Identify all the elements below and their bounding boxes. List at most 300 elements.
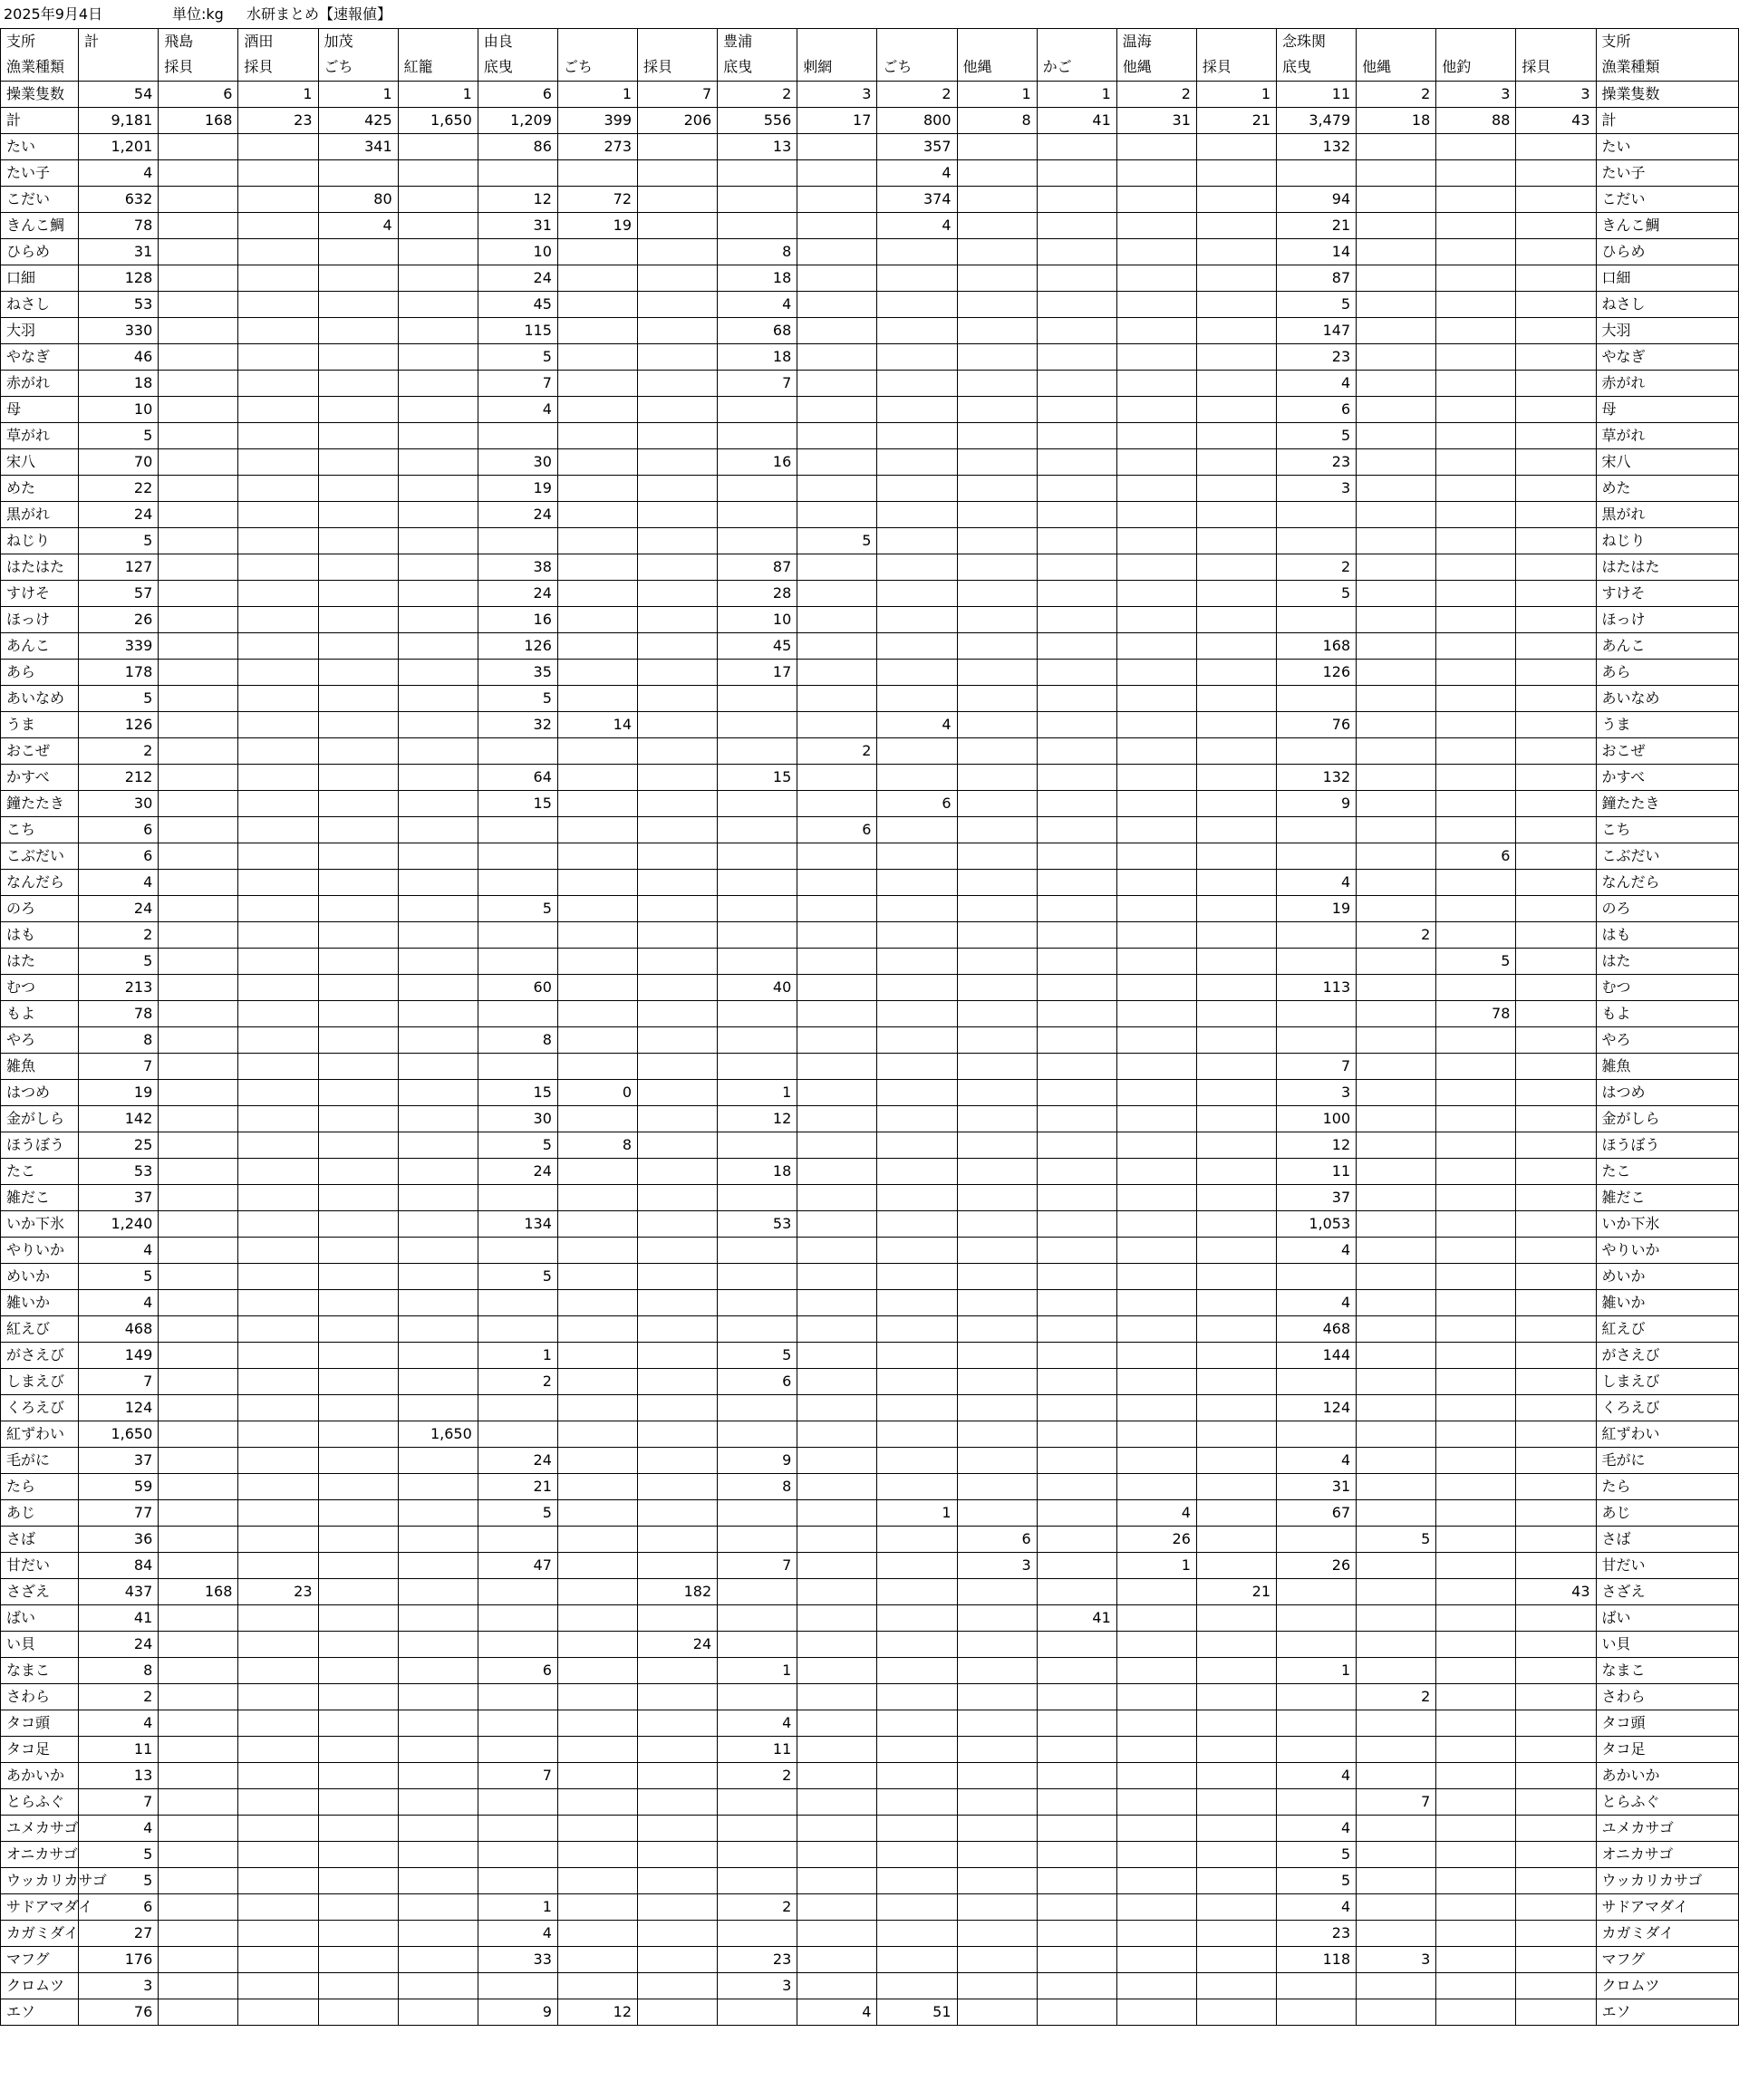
catch-value — [318, 1473, 398, 1499]
catch-value — [238, 711, 318, 737]
species-name: 金がしら — [1, 1105, 79, 1132]
species-name-right: ばい — [1596, 1604, 1739, 1631]
catch-value — [159, 1000, 238, 1026]
catch-value — [718, 895, 797, 921]
catch-value: 5 — [1277, 291, 1357, 317]
catch-value — [1116, 1132, 1196, 1158]
catch-value — [318, 1736, 398, 1762]
row-total: 3 — [79, 1972, 159, 1999]
catch-value — [797, 1552, 877, 1578]
catch-value — [1116, 1342, 1196, 1368]
catch-value — [797, 974, 877, 1000]
catch-value — [877, 1000, 957, 1026]
catch-value — [1037, 790, 1116, 816]
catch-value — [1116, 1026, 1196, 1053]
catch-value — [478, 1394, 557, 1421]
catch-value — [318, 1788, 398, 1815]
catch-value — [318, 764, 398, 790]
catch-value — [1516, 291, 1596, 317]
catch-value — [1037, 764, 1116, 790]
catch-value: 5 — [1357, 1526, 1436, 1552]
catch-value — [1116, 1946, 1196, 1972]
catch-value — [1516, 1736, 1596, 1762]
row-total: 4 — [79, 1289, 159, 1315]
catch-value — [398, 1079, 478, 1105]
catch-value — [877, 475, 957, 501]
catch-value — [1516, 790, 1596, 816]
catch-value — [638, 1762, 718, 1788]
catch-value — [1196, 1946, 1276, 1972]
catch-value — [638, 816, 718, 843]
catch-value — [398, 974, 478, 1000]
catch-value — [318, 1499, 398, 1526]
catch-value: 4 — [1116, 1499, 1196, 1526]
catch-value — [478, 1053, 557, 1079]
catch-value — [557, 764, 637, 790]
catch-value: 357 — [877, 133, 957, 159]
catch-value — [159, 1788, 238, 1815]
catch-value: 40 — [718, 974, 797, 1000]
catch-value — [557, 974, 637, 1000]
catch-value — [718, 1578, 797, 1604]
catch-value — [1516, 1368, 1596, 1394]
catch-value — [238, 396, 318, 422]
catch-value — [1436, 212, 1516, 238]
catch-value — [1277, 606, 1357, 632]
catch-value — [797, 1315, 877, 1342]
catch-value — [1037, 580, 1116, 606]
catch-value — [957, 1657, 1037, 1683]
species-name-right: あいなめ — [1596, 685, 1739, 711]
catch-value — [1357, 475, 1436, 501]
catch-value — [478, 159, 557, 186]
catch-value — [238, 238, 318, 265]
catch-value — [557, 869, 637, 895]
catch-value: 4 — [1277, 370, 1357, 396]
catch-value: 425 — [318, 107, 398, 133]
catch-value — [1436, 1578, 1516, 1604]
species-name-right: さば — [1596, 1526, 1739, 1552]
catch-value — [1436, 1289, 1516, 1315]
catch-value — [797, 1867, 877, 1893]
species-name-right: こだい — [1596, 186, 1739, 212]
species-name: クロムツ — [1, 1972, 79, 1999]
catch-value — [557, 1447, 637, 1473]
catch-value — [638, 370, 718, 396]
row-total: 24 — [79, 895, 159, 921]
catch-value — [398, 1710, 478, 1736]
catch-value — [1116, 895, 1196, 921]
catch-value — [957, 265, 1037, 291]
catch-value — [159, 632, 238, 659]
catch-value — [1037, 370, 1116, 396]
table-row — [1, 790, 1739, 816]
catch-value — [318, 948, 398, 974]
table-row — [1, 448, 1739, 475]
table-row — [1, 1079, 1739, 1105]
catch-value — [957, 1394, 1037, 1421]
catch-value — [318, 238, 398, 265]
species-name: やりいか — [1, 1237, 79, 1263]
row-total: 2 — [79, 737, 159, 764]
catch-value: 1 — [238, 81, 318, 107]
catch-value — [398, 1867, 478, 1893]
species-name: 宋八 — [1, 448, 79, 475]
catch-value — [1277, 1578, 1357, 1604]
catch-value — [478, 1184, 557, 1210]
catch-value — [557, 816, 637, 843]
catch-value: 9 — [1277, 790, 1357, 816]
catch-value — [398, 580, 478, 606]
catch-value — [318, 1184, 398, 1210]
catch-value — [398, 1210, 478, 1237]
catch-value — [877, 1184, 957, 1210]
catch-value — [1516, 1053, 1596, 1079]
catch-value — [957, 948, 1037, 974]
catch-value — [318, 1683, 398, 1710]
catch-value: 144 — [1277, 1342, 1357, 1368]
catch-value — [957, 527, 1037, 554]
catch-value — [159, 1158, 238, 1184]
right-branch-label: 支所 — [1596, 29, 1739, 55]
catch-value — [159, 291, 238, 317]
catch-value — [478, 1000, 557, 1026]
catch-value — [718, 1263, 797, 1289]
catch-value — [877, 921, 957, 948]
catch-value — [238, 475, 318, 501]
catch-value: 17 — [797, 107, 877, 133]
table-row — [1, 291, 1739, 317]
catch-value — [238, 580, 318, 606]
catch-value — [1196, 265, 1276, 291]
catch-value: 30 — [478, 1105, 557, 1132]
species-name-right: 大羽 — [1596, 317, 1739, 343]
catch-value — [1196, 1999, 1276, 2025]
catch-value: 4 — [1277, 1237, 1357, 1263]
catch-value — [1196, 1893, 1276, 1920]
species-name-right: 黒がれ — [1596, 501, 1739, 527]
catch-value — [557, 1184, 637, 1210]
catch-value — [638, 1552, 718, 1578]
catch-value — [797, 1368, 877, 1394]
catch-value — [318, 343, 398, 370]
catch-value: 4 — [877, 159, 957, 186]
catch-value — [557, 422, 637, 448]
catch-value — [638, 1999, 718, 2025]
species-name: がさえび — [1, 1342, 79, 1368]
row-total: 5 — [79, 1841, 159, 1867]
catch-value — [1037, 1447, 1116, 1473]
table-row — [1, 632, 1739, 659]
catch-value — [1116, 1841, 1196, 1867]
catch-value — [877, 1683, 957, 1710]
catch-value: 23 — [1277, 343, 1357, 370]
catch-value — [557, 1710, 637, 1736]
catch-value — [797, 1447, 877, 1473]
catch-value — [1196, 1289, 1276, 1315]
catch-value — [1357, 343, 1436, 370]
table-row — [1, 659, 1739, 685]
table-row — [1, 1105, 1739, 1132]
catch-value — [1037, 1578, 1116, 1604]
catch-value — [238, 606, 318, 632]
catch-value: 14 — [557, 711, 637, 737]
catch-value — [398, 265, 478, 291]
catch-value — [1037, 1552, 1116, 1578]
catch-value — [1436, 186, 1516, 212]
catch-value — [1116, 317, 1196, 343]
species-name-right: 操業隻数 — [1596, 81, 1739, 107]
catch-value — [797, 291, 877, 317]
row-total: 78 — [79, 212, 159, 238]
catch-value — [1116, 422, 1196, 448]
catch-value — [1436, 343, 1516, 370]
catch-value — [159, 921, 238, 948]
catch-value — [238, 1210, 318, 1237]
catch-value — [1116, 1473, 1196, 1499]
catch-value — [318, 1920, 398, 1946]
row-total: 4 — [79, 1237, 159, 1263]
catch-value — [318, 1421, 398, 1447]
table-row — [1, 81, 1739, 107]
catch-value — [398, 1999, 478, 2025]
row-total: 5 — [79, 1867, 159, 1893]
catch-value — [1436, 869, 1516, 895]
catch-value — [718, 1999, 797, 2025]
table-row — [1, 396, 1739, 422]
catch-value: 1 — [1277, 1657, 1357, 1683]
catch-value — [159, 1473, 238, 1499]
catch-value — [957, 606, 1037, 632]
table-row — [1, 1237, 1739, 1263]
row-total: 4 — [79, 159, 159, 186]
catch-value — [638, 1946, 718, 1972]
catch-value — [557, 1499, 637, 1526]
catch-value — [1116, 632, 1196, 659]
catch-value: 76 — [1277, 711, 1357, 737]
catch-value — [238, 1972, 318, 1999]
catch-value: 12 — [1277, 1132, 1357, 1158]
catch-value — [1277, 1026, 1357, 1053]
catch-value — [159, 1368, 238, 1394]
catch-value — [318, 1526, 398, 1552]
catch-value — [718, 921, 797, 948]
catch-value — [1277, 1683, 1357, 1710]
catch-value: 7 — [478, 370, 557, 396]
catch-value — [718, 685, 797, 711]
catch-value: 11 — [1277, 1158, 1357, 1184]
catch-value: 2 — [797, 737, 877, 764]
catch-value — [1357, 1158, 1436, 1184]
catch-value — [1357, 1762, 1436, 1788]
catch-value — [1357, 1815, 1436, 1841]
catch-value — [1037, 948, 1116, 974]
catch-value — [1277, 843, 1357, 869]
catch-value — [1037, 422, 1116, 448]
catch-value — [957, 1447, 1037, 1473]
catch-value — [238, 790, 318, 816]
catch-value — [238, 869, 318, 895]
catch-value: 1 — [557, 81, 637, 107]
catch-value — [957, 764, 1037, 790]
catch-value — [398, 1526, 478, 1552]
catch-value — [238, 1132, 318, 1158]
catch-value: 45 — [718, 632, 797, 659]
catch-value — [478, 1788, 557, 1815]
catch-value — [557, 1210, 637, 1237]
catch-value — [1357, 1394, 1436, 1421]
catch-value: 21 — [1196, 1578, 1276, 1604]
catch-value — [318, 422, 398, 448]
catch-value — [1357, 1710, 1436, 1736]
catch-value — [638, 632, 718, 659]
row-total: 41 — [79, 1604, 159, 1631]
catch-value — [1196, 974, 1276, 1000]
branch-name — [1037, 29, 1116, 55]
catch-value — [1196, 1184, 1276, 1210]
catch-value — [238, 265, 318, 291]
catch-value — [877, 1079, 957, 1105]
catch-value — [877, 1657, 957, 1683]
catch-value — [557, 1972, 637, 1999]
catch-value — [1037, 737, 1116, 764]
table-row — [1, 1421, 1739, 1447]
catch-value — [1357, 895, 1436, 921]
catch-value: 6 — [478, 81, 557, 107]
catch-value — [957, 159, 1037, 186]
row-total: 212 — [79, 764, 159, 790]
catch-value — [638, 1499, 718, 1526]
catch-value — [478, 1315, 557, 1342]
catch-value — [957, 133, 1037, 159]
catch-value — [797, 1631, 877, 1657]
species-name: いか下氷 — [1, 1210, 79, 1237]
catch-value — [557, 448, 637, 475]
catch-value — [159, 1815, 238, 1841]
catch-value — [877, 1552, 957, 1578]
catch-value — [238, 816, 318, 843]
catch-value — [238, 1736, 318, 1762]
catch-value — [557, 370, 637, 396]
catch-value — [1037, 1053, 1116, 1079]
catch-value — [1436, 1604, 1516, 1631]
catch-value — [557, 554, 637, 580]
species-name-right: おこぜ — [1596, 737, 1739, 764]
species-name-right: ユメカサゴ — [1596, 1815, 1739, 1841]
catch-value — [1436, 1421, 1516, 1447]
catch-value — [1277, 816, 1357, 843]
catch-value — [1436, 1657, 1516, 1683]
catch-value — [1037, 1158, 1116, 1184]
catch-value — [1516, 1762, 1596, 1788]
species-name-right: さわら — [1596, 1683, 1739, 1710]
catch-value — [318, 1604, 398, 1631]
catch-value — [877, 869, 957, 895]
catch-value: 168 — [1277, 632, 1357, 659]
catch-value: 2 — [478, 1368, 557, 1394]
species-name: さざえ — [1, 1578, 79, 1604]
catch-value: 1 — [398, 81, 478, 107]
catch-value — [1516, 606, 1596, 632]
catch-value — [797, 1158, 877, 1184]
catch-value — [318, 1893, 398, 1920]
catch-value — [1116, 1788, 1196, 1815]
species-name: あんこ — [1, 632, 79, 659]
catch-value — [797, 1026, 877, 1053]
catch-value — [398, 1762, 478, 1788]
catch-value — [957, 869, 1037, 895]
catch-value — [877, 737, 957, 764]
catch-value: 6 — [718, 1368, 797, 1394]
catch-value — [557, 1841, 637, 1867]
row-total: 31 — [79, 238, 159, 265]
catch-value — [1436, 475, 1516, 501]
catch-value — [957, 448, 1037, 475]
fishing-type: 他釣 — [1436, 54, 1516, 81]
table-row — [1, 475, 1739, 501]
catch-value: 9 — [718, 1447, 797, 1473]
catch-value — [877, 1578, 957, 1604]
catch-value — [1516, 1920, 1596, 1946]
catch-value — [957, 1683, 1037, 1710]
fishing-type: 採貝 — [638, 54, 718, 81]
catch-value — [478, 1237, 557, 1263]
catch-value: 18 — [718, 343, 797, 370]
catch-value — [159, 265, 238, 291]
catch-value: 13 — [718, 133, 797, 159]
catch-value — [797, 1499, 877, 1526]
catch-value — [318, 1841, 398, 1867]
catch-value — [1357, 291, 1436, 317]
catch-value — [1516, 1210, 1596, 1237]
catch-value: 11 — [1277, 81, 1357, 107]
table-row — [1, 1762, 1739, 1788]
catch-value — [1116, 370, 1196, 396]
catch-value: 134 — [478, 1210, 557, 1237]
catch-value — [1196, 1604, 1276, 1631]
catch-value — [1196, 1736, 1276, 1762]
catch-value — [398, 1788, 478, 1815]
catch-value — [1196, 1421, 1276, 1447]
catch-value: 5 — [718, 1342, 797, 1368]
catch-value — [238, 1683, 318, 1710]
catch-value — [1196, 370, 1276, 396]
catch-value — [1436, 1342, 1516, 1368]
fishing-type: 紅籠 — [398, 54, 478, 81]
catch-value — [638, 1815, 718, 1841]
catch-value — [1196, 554, 1276, 580]
species-name: とらふぐ — [1, 1788, 79, 1815]
row-total: 1,240 — [79, 1210, 159, 1237]
catch-value: 35 — [478, 659, 557, 685]
table-row — [1, 1053, 1739, 1079]
catch-value — [1196, 317, 1276, 343]
catch-value — [638, 1289, 718, 1315]
catch-value — [1037, 396, 1116, 422]
branch-name: 酒田 — [238, 29, 318, 55]
table-row — [1, 1710, 1739, 1736]
catch-value: 4 — [877, 212, 957, 238]
catch-value: 1 — [1037, 81, 1116, 107]
species-name: はつめ — [1, 1079, 79, 1105]
catch-value — [557, 317, 637, 343]
catch-value — [957, 1053, 1037, 1079]
catch-value: 4 — [318, 212, 398, 238]
catch-value — [557, 580, 637, 606]
row-total: 468 — [79, 1315, 159, 1342]
catch-value: 4 — [718, 291, 797, 317]
catch-value — [1277, 1788, 1357, 1815]
